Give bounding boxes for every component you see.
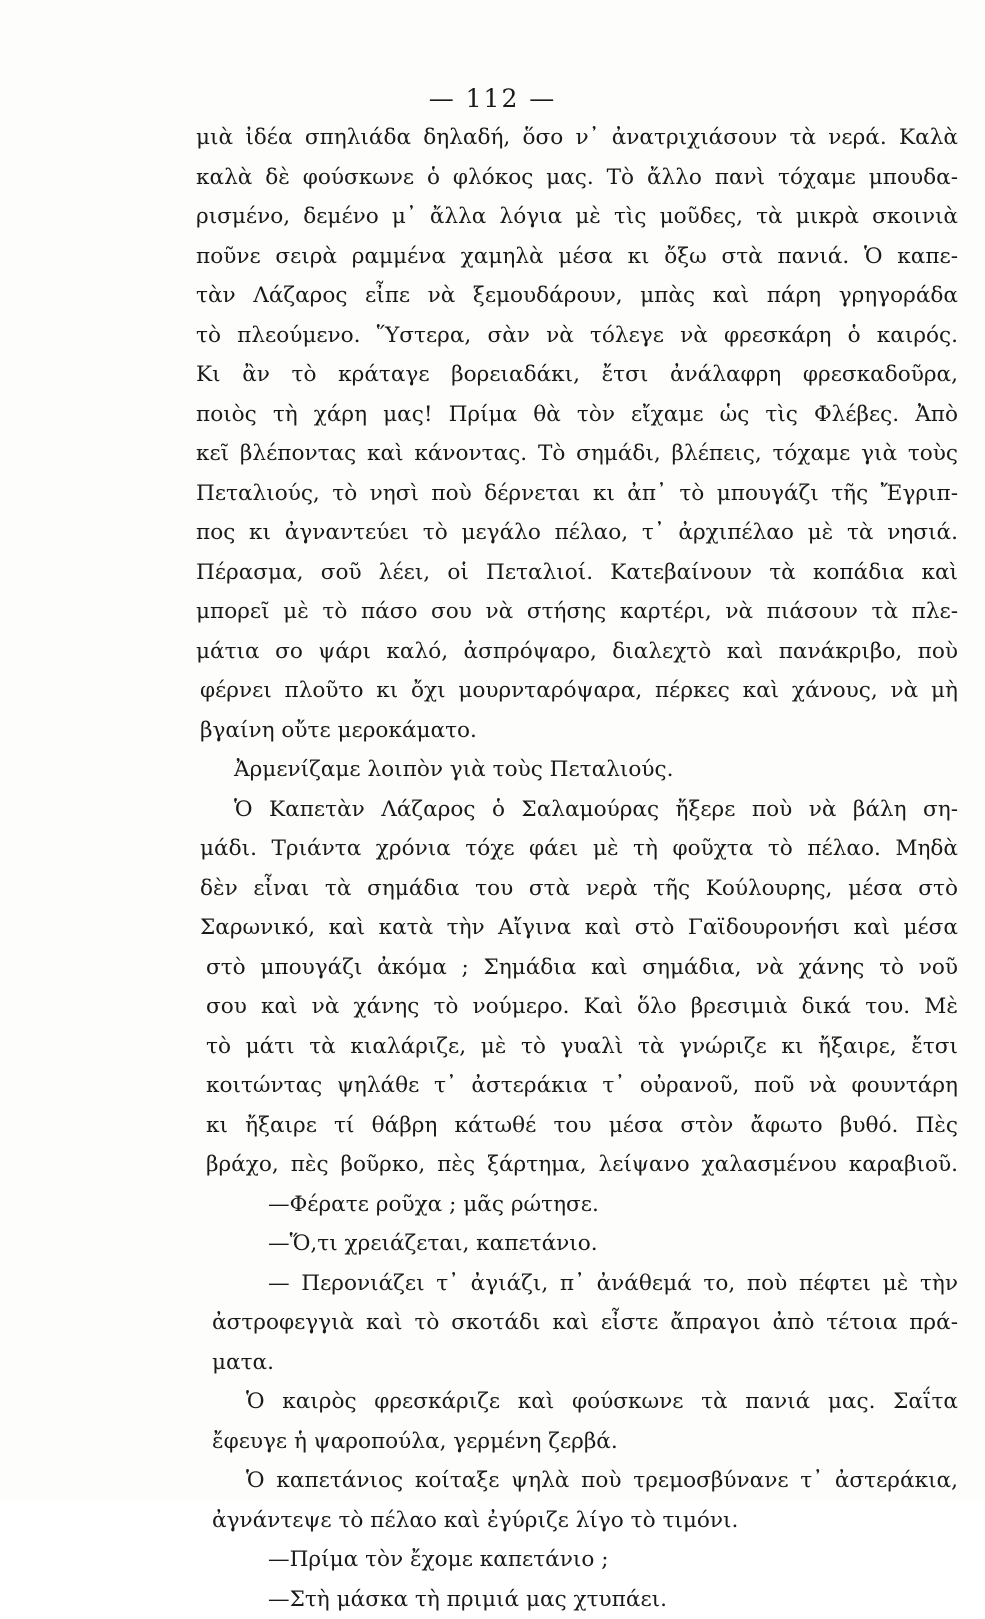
text-line: δὲν εἶναι τὰ σημάδια του στὰ νερὰ τῆς Κούλουρης, μέσα στὸ [200,869,958,909]
text-line: ματα. [212,1343,958,1383]
text-line: Πέρασμα, σοῦ λέει, οἱ Πεταλιοί. Κατεβαίνουν τὰ κοπάδια καὶ [196,553,958,593]
dialogue-line: — Περονιάζει τ᾽ ἀγιάζι, π᾽ ἀνάθεμά το, ποὺ πέφτει μὲ τὴν [212,1264,958,1304]
dialogue-line: —Ὅ,τι χρειάζεται, καπετάνιο. [212,1224,958,1264]
text-line: Ἀρμενίζαμε λοιπὸν γιὰ τοὺς Πεταλιούς. [200,750,958,790]
text-line: κεῖ βλέποντας καὶ κάνοντας. Τὸ σημάδι, βλέπεις, τόχαμε γιὰ τοὺς [196,434,958,474]
text-line: καλὰ δὲ φούσκωνε ὁ φλόκος μας. Τὸ ἄλλο πανὶ τόχαμε μπουδα- [196,158,958,198]
text-line: τὰν Λάζαρος εἶπε νὰ ξεμουδάρουν, μπὰς καὶ πάρη γρηγοράδα [196,276,958,316]
text-line: Ὁ καιρὸς φρεσκάριζε καὶ φούσκωνε τὰ πανιά μας. Σαΐτα [212,1382,958,1422]
text-line: σου καὶ νὰ χάνης τὸ νούμερο. Καὶ ὅλο βρεσιμιὰ δικά του. Μὲ [206,987,958,1027]
body-text [196,118,958,1619]
text-line: μάδι. Τριάντα χρόνια τόχε φάει μὲ τὴ φοῦχτα τὸ πέλαο. Μηδὰ [200,829,958,869]
text-line: ποιὸς τὴ χάρη μας! Πρίμα θὰ τὸν εἴχαμε ὡς τὶς Φλέβες. Ἀπὸ [196,395,958,435]
text-line: μπορεῖ μὲ τὸ πάσο σου νὰ στήσης καρτέρι, νὰ πιάσουν τὰ πλε- [196,592,958,632]
text-line: μάτια σο ψάρι καλό, ἀσπρόψαρο, διαλεχτὸ καὶ πανάκριβο, ποὺ [196,632,958,672]
text-line: φέρνει πλοῦτο κι ὄχι μουρνταρόψαρα, πέρκες καὶ χάνους, νὰ μὴ [200,671,958,711]
text-line: ποῦνε σειρὰ ραμμένα χαμηλὰ μέσα κι ὄξω στὰ πανιά. Ὁ καπε- [196,237,958,277]
text-line: βράχο, πὲς βοῦρκο, πὲς ξάρτημα, λείψανο χαλασμένου καραβιοῦ. [206,1145,958,1185]
text-line: κι ἤξαιρε τί θάβρη κάτωθέ του μέσα στὸν ἄφωτο βυθό. Πὲς [206,1106,958,1146]
text-line: κοιτώντας ψηλάθε τ᾽ ἀστεράκια τ᾽ οὐρανοῦ, ποῦ νὰ φουντάρη [206,1066,958,1106]
dialogue-line: —Πρίμα τὸν ἔχομε καπετάνιο ; [212,1540,958,1580]
text-line: Πεταλιούς, τὸ νησὶ ποὺ δέρνεται κι ἀπ᾽ τὸ μπουγάζι τῆς Ἔγριπ- [196,474,958,514]
text-line: στὸ μπουγάζι ἀκόμα ; Σημάδια καὶ σημάδια, νὰ χάνης τὸ νοῦ [206,948,958,988]
text-line: Κι ἂν τὸ κράταγε βορειαδάκι, ἔτσι ἀνάλαφρη φρεσκαδοῦρα, [196,355,958,395]
dialogue-line: —Στὴ μάσκα τὴ πριμιά μας χτυπάει. [212,1580,958,1619]
text-line: τὸ πλεούμενο. Ὕστερα, σὰν νὰ τόλεγε νὰ φρεσκάρη ὁ καιρός. [196,316,958,356]
text-line: ἀστροφεγγιὰ καὶ τὸ σκοτάδι καὶ εἶστε ἄπραγοι ἀπὸ τέτοια πρά- [212,1303,958,1343]
text-line: μιὰ ἰδέα σπηλιάδα δηλαδή, ὅσο ν᾽ ἀνατριχιάσουν τὰ νερά. Καλὰ [196,118,958,158]
text-line: Ὁ Καπετὰν Λάζαρος ὁ Σαλαμούρας ἤξερε ποὺ νὰ βάλη ση- [200,790,958,830]
text-line: Ὁ καπετάνιος κοίταξε ψηλὰ ποὺ τρεμοσβύνανε τ᾽ ἀστεράκια, [212,1461,958,1501]
text-line: ἔφευγε ἡ ψαροπούλα, γερμένη ζερβά. [212,1422,958,1462]
text-line: Σαρωνικό, καὶ κατὰ τὴν Αἴγινα καὶ στὸ Γαϊδουρονήσι καὶ μέσα [200,908,958,948]
text-line: βγαίνη οὔτε μεροκάματο. [200,711,958,751]
text-line: πος κι ἀγναντεύει τὸ μεγάλο πέλαο, τ᾽ ἀρχιπέλαο μὲ τὰ νησιά. [196,513,958,553]
dialogue-line: —Φέρατε ροῦχα ; μᾶς ρώτησε. [212,1185,958,1225]
text-line: ἀγνάντεψε τὸ πέλαο καὶ ἐγύριζε λίγο τὸ τιμόνι. [212,1501,958,1541]
text-line: τὸ μάτι τὰ κιαλάριζε, μὲ τὸ γυαλὶ τὰ γνώριζε κι ἤξαιρε, ἔτσι [206,1027,958,1067]
page-number: — 112 — [0,84,985,113]
text-line: ρισμένο, δεμένο μ᾽ ἄλλα λόγια μὲ τὶς μοῦδες, τὰ μικρὰ σκοινιὰ [196,197,958,237]
